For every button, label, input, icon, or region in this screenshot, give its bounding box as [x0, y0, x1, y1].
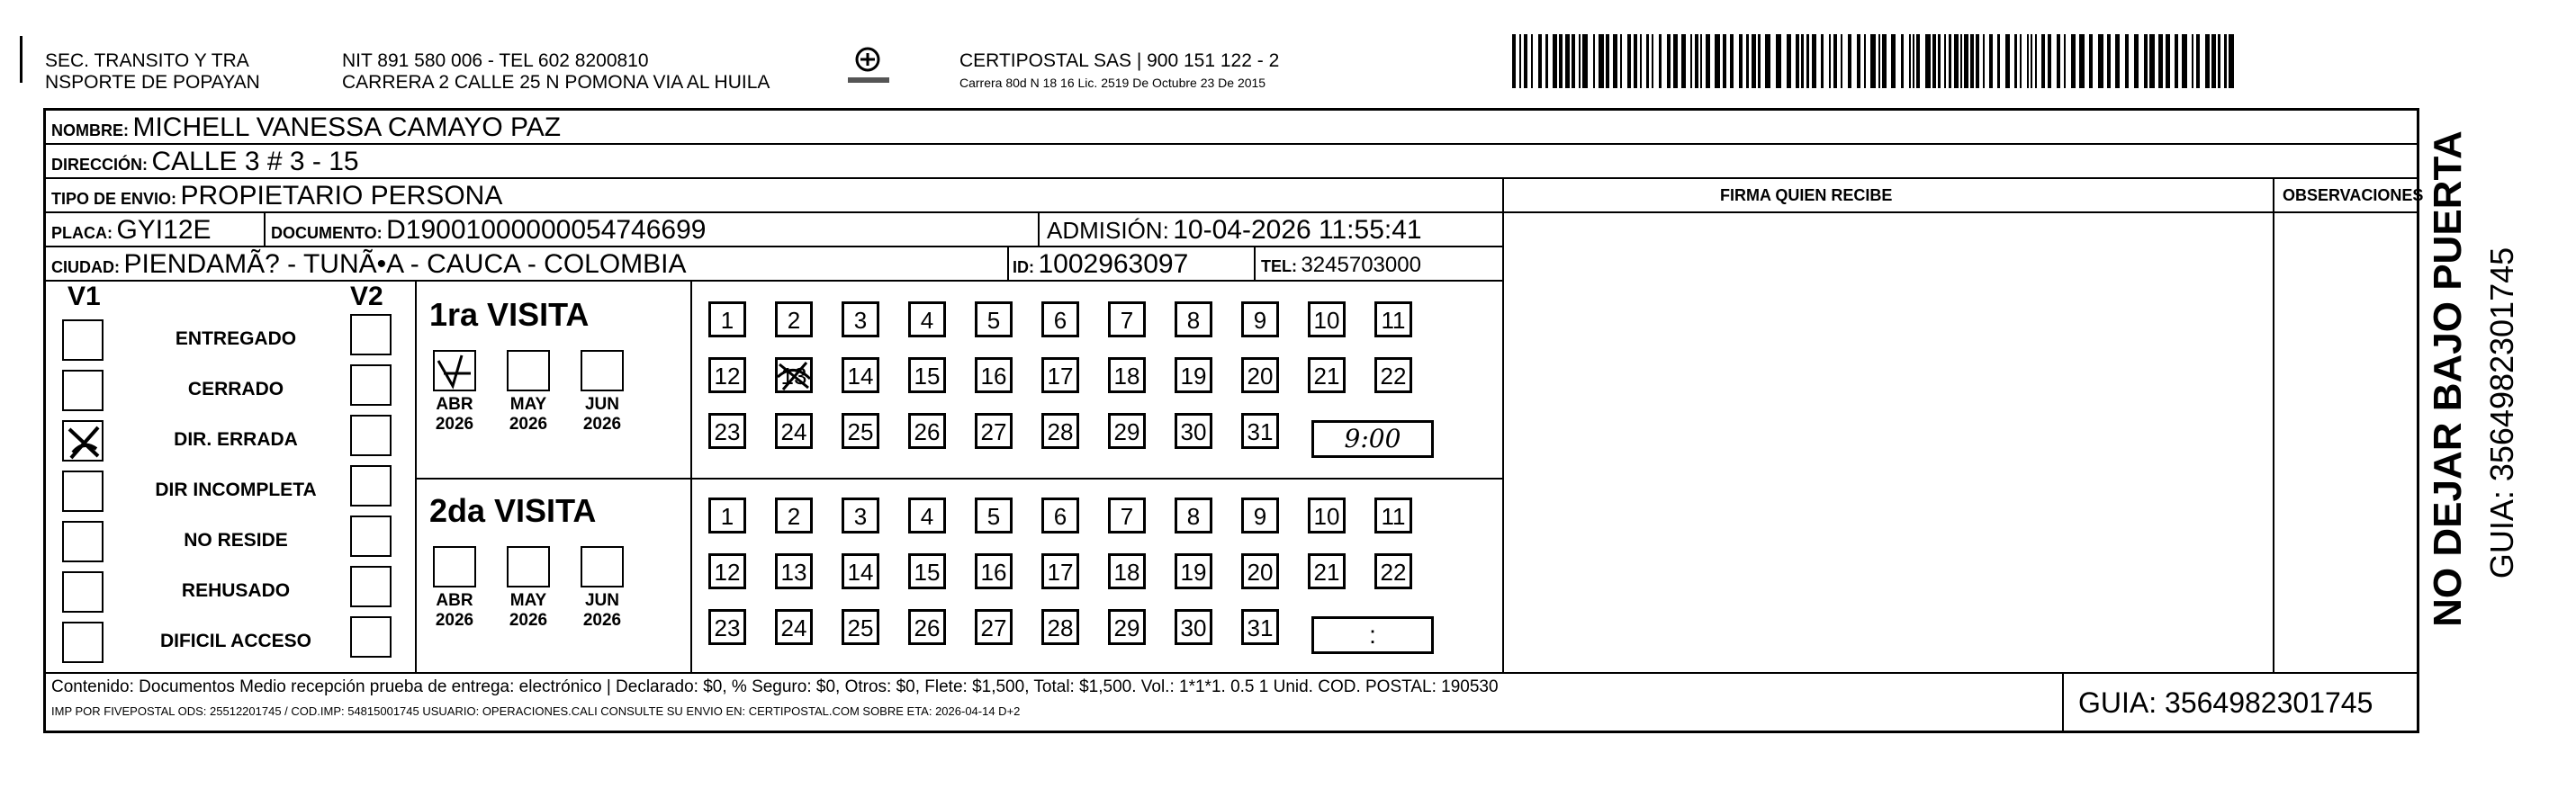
- barcode-bar: [1857, 34, 1860, 88]
- direccion-value: CALLE 3 # 3 - 15: [151, 147, 359, 176]
- courier-block: [959, 50, 1279, 90]
- barcode-bar: [2144, 34, 2148, 88]
- barcode-bar: [1944, 34, 1946, 88]
- v1-checkbox[interactable]: [62, 370, 104, 411]
- month-label: MAY 2026: [509, 395, 548, 434]
- v2-checkbox[interactable]: [350, 616, 392, 658]
- barcode-bar: [1706, 34, 1710, 88]
- barcode-bar: [1634, 34, 1637, 88]
- month-checkbox-jun[interactable]: [581, 350, 624, 391]
- barcode-bar: [1796, 34, 1799, 88]
- day-box[interactable]: 7: [1108, 301, 1146, 337]
- barcode-bar: [1765, 34, 1770, 88]
- sender-line-2: NSPORTE DE POPAYAN: [45, 72, 260, 93]
- first-visit-time-box[interactable]: [1311, 420, 1434, 458]
- barcode-bar: [1667, 34, 1671, 88]
- barcode-bar: [1916, 34, 1920, 88]
- footer-divider: [46, 672, 2417, 674]
- barcode-bar: [2218, 34, 2220, 88]
- barcode-bar: [1821, 34, 1824, 88]
- barcode-bar: [1925, 34, 1931, 88]
- day-box[interactable]: 3: [842, 301, 879, 337]
- barcode-bar: [1758, 34, 1761, 88]
- ciudad-label: CIUDAD:: [51, 258, 120, 276]
- barcode-bar: [2192, 34, 2193, 88]
- barcode-bar: [1841, 34, 1842, 88]
- barcode-bar: [1848, 34, 1851, 88]
- row-tipo: [46, 179, 2424, 213]
- barcode-bar: [1715, 34, 1720, 88]
- footer-guia-divider: [2062, 672, 2064, 731]
- day-box[interactable]: 24: [775, 413, 813, 449]
- id-value: 1002963097: [1038, 249, 1189, 279]
- barcode-bar: [1864, 34, 1866, 88]
- v1-checkbox[interactable]: [62, 319, 104, 361]
- barcode-bar: [1976, 34, 1979, 88]
- barcode-bar: [2211, 34, 2216, 88]
- nit-line: NIT 891 580 006 - TEL 602 8200810: [342, 50, 649, 71]
- day-box[interactable]: 30: [1175, 609, 1212, 645]
- day-box[interactable]: 23: [708, 413, 746, 449]
- admision-value: 10-04-2026 11:55:41: [1173, 215, 1422, 245]
- day-box[interactable]: 7: [1108, 498, 1146, 533]
- nit-block: [342, 50, 770, 94]
- placa-divider: [264, 213, 266, 247]
- barcode-bar: [2149, 34, 2155, 88]
- observaciones-header: OBSERVACIONES: [2283, 186, 2424, 204]
- second-visit-time: :: [1369, 621, 1376, 649]
- sender-block: [45, 50, 260, 94]
- row-ciudad: [46, 247, 1502, 282]
- barcode-bar: [1582, 34, 1588, 88]
- day-box[interactable]: 21: [1308, 357, 1346, 393]
- day-box[interactable]: 12: [708, 553, 746, 589]
- barcode-bar: [1739, 34, 1743, 88]
- first-visit-title: 1ra VISITA: [429, 296, 590, 333]
- day-box[interactable]: 26: [908, 413, 946, 449]
- barcode-bar: [1913, 34, 1914, 88]
- barcode-bar: [2089, 34, 2093, 88]
- day-box[interactable]: 14: [842, 357, 879, 393]
- id-label: ID:: [1013, 258, 1034, 276]
- day-box[interactable]: 28: [1041, 413, 1079, 449]
- second-visit-title: 2da VISITA: [429, 492, 597, 529]
- side-guia: GUIA: 3564982301745: [2483, 247, 2520, 579]
- barcode-bar: [1545, 34, 1548, 88]
- barcode-bar: [1909, 34, 1911, 88]
- documento-value: D19001000000054746699: [386, 215, 707, 245]
- day-box[interactable]: 24: [775, 609, 813, 645]
- barcode-bar: [2071, 34, 2076, 88]
- row-placa: [46, 213, 1502, 247]
- v2-checkbox[interactable]: [350, 566, 392, 607]
- tel-value: 3245703000: [1301, 253, 1421, 277]
- barcode-bar: [1627, 34, 1631, 88]
- day-box[interactable]: 15: [908, 553, 946, 589]
- ciudad-value: PIENDAMÃ? - TUNÃ•A - CAUCA - COLOMBIA: [123, 249, 687, 279]
- day-box[interactable]: 25: [842, 413, 879, 449]
- v1-checkbox[interactable]: [62, 521, 104, 562]
- reason-label: DIR INCOMPLETA: [155, 480, 317, 500]
- day-box[interactable]: 13: [775, 553, 813, 589]
- barcode-bar: [1652, 34, 1653, 88]
- day-box[interactable]: 14: [842, 553, 879, 589]
- day-box[interactable]: 29: [1108, 609, 1146, 645]
- footer-guia: GUIA: 3564982301745: [2078, 686, 2373, 719]
- first-visit-time: 9:00: [1344, 424, 1401, 453]
- barcode: [1512, 0, 2241, 99]
- barcode-bar: [1997, 34, 2000, 88]
- barcode-bar: [1954, 34, 1959, 88]
- reason-label: ENTREGADO: [175, 328, 297, 349]
- day-box[interactable]: 1: [708, 301, 746, 337]
- reason-label: DIFICIL ACCESO: [159, 631, 311, 651]
- barcode-bar: [2005, 34, 2010, 88]
- nombre-value: MICHELL VANESSA CAMAYO PAZ: [132, 112, 562, 142]
- month-checkbox-abr[interactable]: [433, 546, 476, 587]
- scribble-mark-icon: [776, 359, 814, 393]
- day-box[interactable]: 6: [1041, 498, 1079, 533]
- courier-logo-icon: [846, 45, 891, 90]
- v2-checkbox[interactable]: [350, 364, 392, 406]
- v1-checkbox[interactable]: [62, 622, 104, 663]
- v1-label: V1: [68, 282, 101, 311]
- day-box[interactable]: 17: [1041, 357, 1079, 393]
- barcode-bar: [2079, 34, 2085, 88]
- barcode-bar: [1870, 34, 1876, 88]
- firma-column-divider: [1502, 179, 1504, 672]
- barcode-bar: [1964, 34, 1968, 88]
- courier-line-1: CERTIPOSTAL SAS | 900 151 122 - 2: [959, 50, 1280, 71]
- check-mark-icon: [64, 422, 104, 462]
- barcode-bar: [2125, 34, 2129, 88]
- v2-label: V2: [350, 282, 383, 311]
- barcode-bar: [2064, 34, 2066, 88]
- tipo-value: PROPIETARIO PERSONA: [180, 181, 503, 211]
- barcode-bar: [1620, 34, 1622, 88]
- day-box[interactable]: 26: [908, 609, 946, 645]
- placa-label: PLACA:: [51, 224, 113, 242]
- barcode-bar: [2182, 34, 2187, 88]
- day-box[interactable]: 5: [975, 498, 1013, 533]
- direccion-label: DIRECCIÓN:: [51, 156, 148, 174]
- barcode-bar: [1565, 34, 1570, 88]
- barcode-bar: [1752, 34, 1756, 88]
- day-box[interactable]: 10: [1308, 498, 1346, 533]
- day-box[interactable]: 16: [975, 357, 1013, 393]
- barcode-bar: [1829, 34, 1831, 88]
- barcode-bar: [1640, 34, 1642, 88]
- sender-line-1: SEC. TRANSITO Y TRA: [45, 50, 249, 71]
- month-checkbox-abr[interactable]: [433, 350, 476, 391]
- month-label: JUN 2026: [582, 395, 622, 434]
- day-box[interactable]: 11: [1374, 498, 1412, 533]
- month-checkbox-may[interactable]: [507, 350, 550, 391]
- day-box[interactable]: 22: [1374, 357, 1412, 393]
- barcode-bar: [1989, 34, 1993, 88]
- barcode-bar: [1776, 34, 1781, 88]
- barcode-bar: [1599, 34, 1604, 88]
- barcode-bar: [1730, 34, 1734, 88]
- day-box[interactable]: 1: [708, 498, 746, 533]
- barcode-bar: [1878, 34, 1880, 88]
- day-box[interactable]: 4: [908, 301, 946, 337]
- barcode-bar: [1891, 34, 1896, 88]
- barcode-bar: [2020, 34, 2022, 88]
- barcode-bar: [2158, 34, 2163, 88]
- day-box[interactable]: 13: [775, 357, 813, 393]
- courier-line-2: Carrera 80d N 18 16 Lic. 2519 De Octubre 23 De 2015: [959, 76, 1266, 90]
- day-box[interactable]: 2: [775, 301, 813, 337]
- day-box[interactable]: 4: [908, 498, 946, 533]
- day-box[interactable]: 8: [1175, 498, 1212, 533]
- left-edge-mark: [20, 36, 23, 83]
- v1-checkbox[interactable]: [62, 471, 104, 512]
- day-box[interactable]: 25: [842, 609, 879, 645]
- tel-label: TEL:: [1261, 257, 1297, 275]
- barcode-bar: [1938, 34, 1941, 88]
- day-box[interactable]: 31: [1241, 413, 1279, 449]
- day-box[interactable]: 28: [1041, 609, 1079, 645]
- row-direccion: [46, 145, 2417, 179]
- barcode-bar: [1531, 34, 1533, 88]
- reason-label: REHUSADO: [181, 580, 291, 601]
- firma-header: FIRMA QUIEN RECIBE: [1720, 186, 1893, 204]
- shipment-form: [43, 108, 2424, 733]
- day-box[interactable]: 27: [975, 413, 1013, 449]
- day-box[interactable]: 30: [1175, 413, 1212, 449]
- v1-checkbox[interactable]: [62, 571, 104, 613]
- barcode-bar: [1613, 34, 1617, 88]
- visit-divider: [415, 478, 1502, 480]
- day-box[interactable]: 2: [775, 498, 813, 533]
- reason-label: CERRADO: [187, 379, 284, 399]
- barcode-bar: [1553, 34, 1557, 88]
- nombre-label: NOMBRE:: [51, 121, 129, 139]
- month-label: ABR 2026: [435, 591, 474, 630]
- barcode-bar: [2041, 34, 2045, 88]
- v2-checkbox[interactable]: [350, 415, 392, 456]
- barcode-bar: [1512, 34, 1516, 88]
- day-box[interactable]: 20: [1241, 357, 1279, 393]
- barcode-bar: [2205, 34, 2210, 88]
- barcode-bar: [1579, 34, 1581, 88]
- v2-checkbox[interactable]: [350, 314, 392, 355]
- day-box[interactable]: 27: [975, 609, 1013, 645]
- reason-label: NO RESIDE: [184, 530, 288, 551]
- barcode-bar: [1787, 34, 1791, 88]
- barcode-bar: [2166, 34, 2170, 88]
- v2-checkbox[interactable]: [350, 516, 392, 557]
- barcode-bar: [2035, 34, 2037, 88]
- month-checkbox-jun[interactable]: [581, 546, 624, 587]
- day-box[interactable]: 8: [1175, 301, 1212, 337]
- barcode-bar: [2134, 34, 2139, 88]
- day-box[interactable]: 6: [1041, 301, 1079, 337]
- day-box[interactable]: 22: [1374, 553, 1412, 589]
- v1-checkbox[interactable]: [62, 420, 104, 462]
- barcode-bar: [1606, 34, 1609, 88]
- barcode-bar: [1700, 34, 1702, 88]
- month-checkbox-may[interactable]: [507, 546, 550, 587]
- day-box[interactable]: 16: [975, 553, 1013, 589]
- barcode-bar: [1519, 34, 1521, 88]
- barcode-bar: [2107, 34, 2111, 88]
- barcode-bar: [1690, 34, 1692, 88]
- month-divider: [690, 282, 692, 672]
- barcode-bar: [1538, 34, 1542, 88]
- footer-content-line: Contenido: Documentos Medio recepción prueba de entrega: electrónico | Declarado: $0, % Seguro: $0, Otros: $0, Flete: $1,500, Total: $1,500. Vol.: 1*1*1. 0.5 1 Unid. COD. POSTAL: 190530: [51, 677, 1499, 696]
- barcode-bar: [1723, 34, 1726, 88]
- reason-label: DIR. ERRADA: [174, 429, 298, 450]
- barcode-bar: [1960, 34, 1962, 88]
- no-dejar-bajo-puerta: NO DEJAR BAJO PUERTA: [2426, 130, 2470, 627]
- row-nombre: [46, 111, 2417, 145]
- day-box[interactable]: 17: [1041, 553, 1079, 589]
- address-line: CARRERA 2 CALLE 25 N POMONA VIA AL HUILA: [342, 72, 770, 93]
- day-box[interactable]: 9: [1241, 301, 1279, 337]
- barcode-bar: [1646, 34, 1649, 88]
- day-box[interactable]: 12: [708, 357, 746, 393]
- day-box[interactable]: 10: [1308, 301, 1346, 337]
- barcode-bar: [1806, 34, 1809, 88]
- placa-value: GYI12E: [116, 215, 212, 245]
- barcode-bar: [2224, 34, 2227, 88]
- month-label: ABR 2026: [435, 395, 474, 434]
- day-box[interactable]: 18: [1108, 357, 1146, 393]
- barcode-bar: [2031, 34, 2032, 88]
- day-box[interactable]: 9: [1241, 498, 1279, 533]
- day-box[interactable]: 11: [1374, 301, 1412, 337]
- id-divider: [1007, 247, 1009, 282]
- barcode-bar: [1882, 34, 1887, 88]
- barcode-bar: [1746, 34, 1749, 88]
- barcode-bar: [1812, 34, 1816, 88]
- admision-divider: [1038, 213, 1040, 247]
- barcode-bar: [1932, 34, 1936, 88]
- tipo-label: TIPO DE ENVIO:: [51, 190, 177, 208]
- day-box[interactable]: 29: [1108, 413, 1146, 449]
- barcode-bar: [2175, 34, 2178, 88]
- barcode-bar: [1983, 34, 1985, 88]
- day-box[interactable]: 15: [908, 357, 946, 393]
- day-box[interactable]: 20: [1241, 553, 1279, 589]
- barcode-bar: [2229, 34, 2234, 88]
- barcode-bar: [1901, 34, 1904, 88]
- barcode-bar: [1949, 34, 1951, 88]
- v2-checkbox[interactable]: [350, 465, 392, 507]
- admision-label: ADMISIÓN:: [1047, 217, 1169, 244]
- day-box[interactable]: 19: [1175, 357, 1212, 393]
- documento-label: DOCUMENTO:: [271, 224, 383, 242]
- barcode-bar: [1801, 34, 1804, 88]
- month-label: MAY 2026: [509, 591, 548, 630]
- barcode-bar: [1659, 34, 1662, 88]
- second-visit-time-box[interactable]: [1311, 616, 1434, 654]
- day-box[interactable]: 3: [842, 498, 879, 533]
- day-box[interactable]: 19: [1175, 553, 1212, 589]
- barcode-bar: [1572, 34, 1575, 88]
- barcode-bar: [1673, 34, 1678, 88]
- day-box[interactable]: 18: [1108, 553, 1146, 589]
- barcode-bar: [2115, 34, 2120, 88]
- barcode-bar: [1593, 34, 1595, 88]
- barcode-bar: [2048, 34, 2051, 88]
- barcode-bar: [2057, 34, 2060, 88]
- day-box[interactable]: 5: [975, 301, 1013, 337]
- barcode-bar: [2027, 34, 2029, 88]
- barcode-bar: [2014, 34, 2017, 88]
- reasons-divider: [415, 282, 417, 672]
- tel-divider: [1254, 247, 1256, 282]
- footer-print-line: IMP POR FIVEPOSTAL ODS: 25512201745 / COD.IMP: 54815001745 USUARIO: OPERACIONES.CALI CONSULTE SU ENVIO EN: CERTIPOSTAL.COM SOBRE ETA: 2026-04-14 D+2: [51, 704, 1021, 718]
- barcode-bar: [1833, 34, 1837, 88]
- day-box[interactable]: 21: [1308, 553, 1346, 589]
- day-box[interactable]: 31: [1241, 609, 1279, 645]
- observaciones-column-divider: [2273, 179, 2274, 672]
- barcode-bar: [1559, 34, 1563, 88]
- barcode-bar: [2196, 34, 2200, 88]
- check-mark-icon: [435, 352, 476, 391]
- month-label: JUN 2026: [582, 591, 622, 630]
- barcode-bar: [1524, 34, 1527, 88]
- day-box[interactable]: 23: [708, 609, 746, 645]
- barcode-bar: [2098, 34, 2103, 88]
- barcode-bar: [1695, 34, 1698, 88]
- barcode-bar: [1681, 34, 1686, 88]
- barcode-bar: [1970, 34, 1974, 88]
